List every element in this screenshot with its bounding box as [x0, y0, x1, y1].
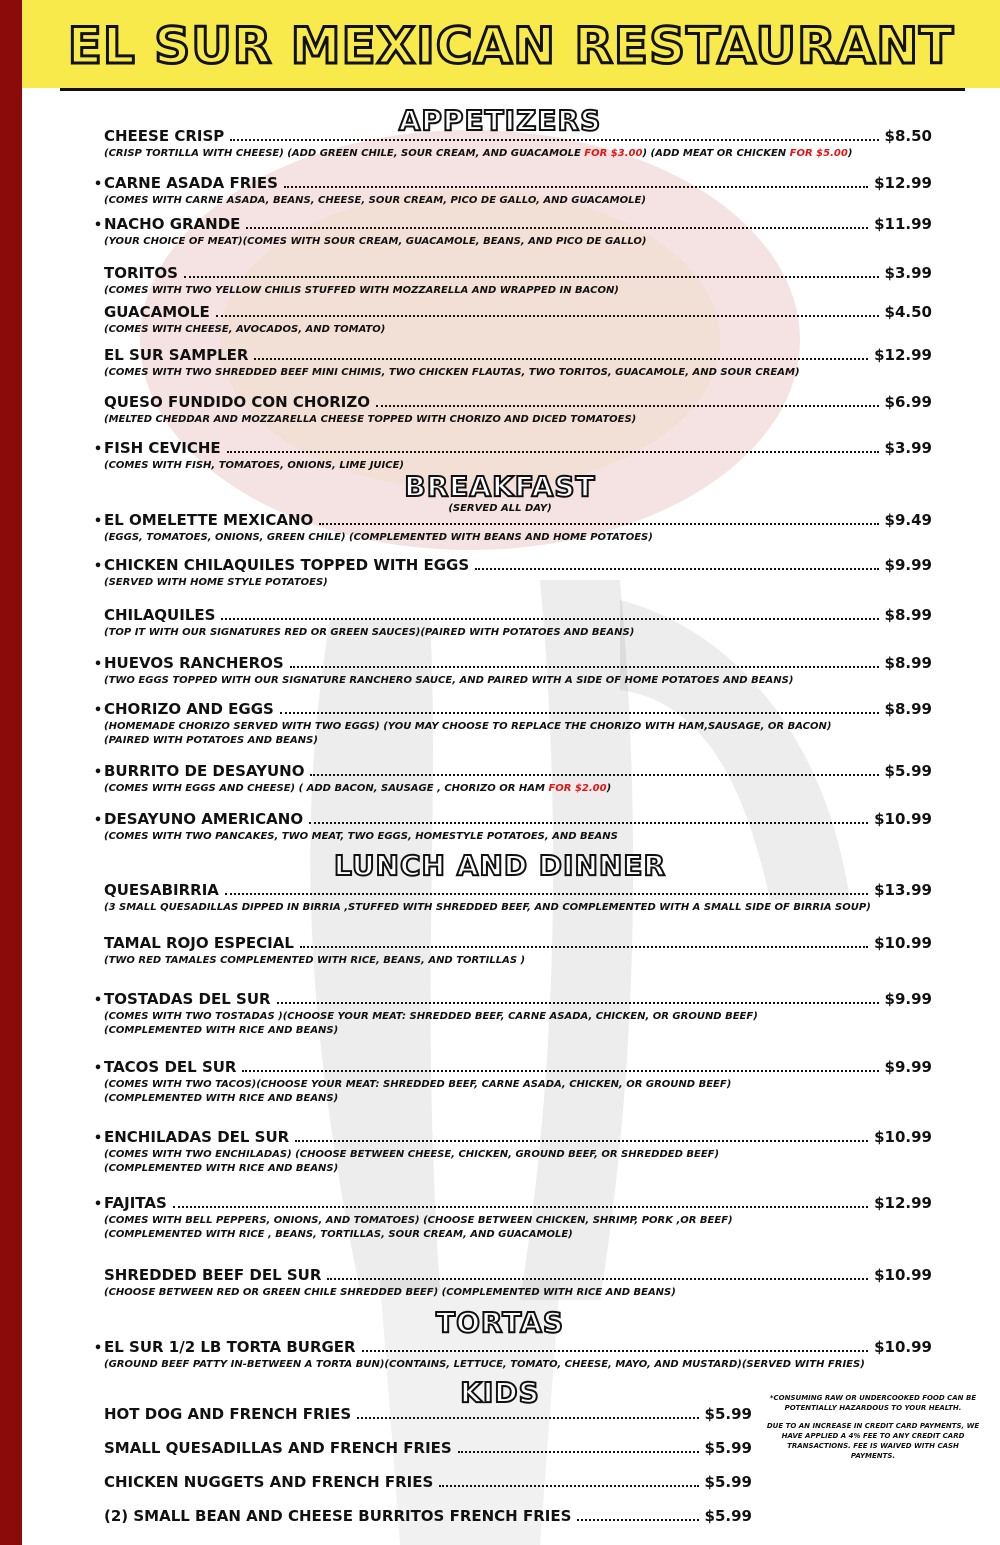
bullet-icon: •: [93, 1131, 103, 1146]
footnote: [766, 1393, 980, 1469]
dot-leader: [458, 1439, 699, 1453]
menu-item-line: [92, 1058, 932, 1078]
menu-item-line: [92, 303, 932, 323]
description-text: (YOUR CHOICE OF MEAT)(COMES WITH SOUR CREAM, GUACAMOLE, BEANS, AND PICO DE GALLO): [104, 236, 647, 247]
price-addon-highlight: FOR $3.00: [584, 148, 643, 159]
menu-item: [92, 556, 932, 590]
dot-leader: [277, 990, 879, 1004]
description-text: (COMPLEMENTED WITH RICE AND BEANS): [104, 1093, 339, 1104]
menu-item-name: CHICKEN CHILAQUILES TOPPED WITH EGGS: [104, 556, 470, 574]
menu-item-name: CHICKEN NUGGETS AND FRENCH FRIES: [104, 1473, 434, 1491]
dot-leader: [310, 762, 878, 776]
menu-item-price: $12.99: [874, 346, 932, 364]
menu-item-description: [104, 674, 932, 688]
dot-leader: [290, 654, 879, 668]
section-heading-appetizers: APPETIZERS: [398, 104, 602, 137]
menu-item: [92, 1128, 932, 1176]
description-text: (COMES WITH TWO PANCAKES, TWO MEAT, TWO EGGS, HOMESTYLE POTATOES, AND BEANS: [104, 831, 618, 842]
menu-item-description: [104, 576, 932, 590]
menu-item-line: [92, 1439, 752, 1459]
bullet-icon: •: [93, 657, 103, 672]
menu-item: [92, 934, 932, 968]
menu-item-description: [104, 1024, 932, 1038]
menu-item-description: [104, 734, 932, 748]
menu-item: [92, 1266, 932, 1300]
menu-item-name: SMALL QUESADILLAS AND FRENCH FRIES: [104, 1439, 452, 1457]
menu-item-price: $8.99: [884, 606, 932, 624]
dot-leader: [376, 393, 879, 407]
menu-item-price: $5.99: [704, 1507, 752, 1525]
menu-item-name: GUACAMOLE: [104, 303, 210, 321]
menu-item-price: $8.99: [884, 654, 932, 672]
menu-item: [92, 511, 932, 545]
description-text: (COMES WITH TWO SHREDDED BEEF MINI CHIMIS, TWO CHICKEN FLAUTAS, TWO TORITOS, GUACAMOLE, AND SOUR CREAM): [104, 367, 800, 378]
description-text: ) (ADD MEAT OR CHICKEN: [642, 148, 790, 159]
bullet-icon: •: [93, 1341, 103, 1356]
description-text: (COMES WITH TWO ENCHILADAS) (CHOOSE BETWEEN CHEESE, CHICKEN, GROUND BEEF, OR SHREDDED BEEF): [104, 1149, 720, 1160]
menu-item-description: [104, 413, 932, 427]
menu-item-line: [92, 439, 932, 459]
description-text: (TOP IT WITH OUR SIGNATURES RED OR GREEN SAUCES)(PAIRED WITH POTATOES AND BEANS): [104, 627, 635, 638]
menu-item-price: $10.99: [874, 934, 932, 952]
menu-item-name: CHEESE CRISP: [104, 127, 225, 145]
menu-item-line: [92, 990, 932, 1010]
breakfast-served-note: (SERVED ALL DAY): [448, 503, 552, 514]
section-heading-lunch-dinner: LUNCH AND DINNER: [333, 849, 667, 882]
menu-item: [92, 439, 932, 473]
menu-item-price: $10.99: [874, 810, 932, 828]
dot-leader: [475, 556, 878, 570]
menu-item: [92, 127, 932, 161]
menu-item-line: [92, 346, 932, 366]
bullet-icon: •: [93, 1197, 103, 1212]
menu-item-line: [92, 1194, 932, 1214]
menu-item-description: [104, 1358, 932, 1372]
menu-item-name: HUEVOS RANCHEROS: [104, 654, 284, 672]
description-text: (CHOOSE BETWEEN RED OR GREEN CHILE SHREDDED BEEF) (COMPLEMENTED WITH RICE AND BEANS): [104, 1287, 676, 1298]
menu-item: [92, 1507, 752, 1527]
menu-item-description: [104, 235, 932, 249]
menu-item-name: QUESO FUNDIDO CON CHORIZO: [104, 393, 371, 411]
menu-item-name: DESAYUNO AMERICANO: [104, 810, 304, 828]
menu-item-line: [92, 881, 932, 901]
description-text: (COMES WITH TWO TOSTADAS )(CHOOSE YOUR MEAT: SHREDDED BEEF, CARNE ASADA, CHICKEN, OR GROUND BEEF): [104, 1011, 758, 1022]
description-text: (SERVED WITH HOME STYLE POTATOES): [104, 577, 328, 588]
menu-item-price: $9.49: [884, 511, 932, 529]
menu-item-line: [92, 393, 932, 413]
menu-item: [92, 1338, 932, 1372]
menu-item-description: [104, 1214, 932, 1228]
menu-item: [92, 810, 932, 844]
menu-item-price: $3.99: [884, 439, 932, 457]
description-text: (COMPLEMENTED WITH RICE , BEANS, TORTILLAS, SOUR CREAM, AND GUACAMOLE): [104, 1229, 573, 1240]
menu-item-description: [104, 531, 932, 545]
menu-item: [92, 346, 932, 380]
menu-item-description: [104, 147, 932, 161]
dot-leader: [221, 606, 878, 620]
menu-item-price: $13.99: [874, 881, 932, 899]
dot-leader: [327, 1266, 868, 1280]
menu-item-line: [92, 127, 932, 147]
menu-item-name: SHREDDED BEEF DEL SUR: [104, 1266, 322, 1284]
menu-item-description: [104, 830, 932, 844]
menu-item-line: [92, 654, 932, 674]
menu-item: [92, 990, 932, 1038]
menu-item-line: [92, 1473, 752, 1493]
menu-item-price: $10.99: [874, 1266, 932, 1284]
menu-item-description: [104, 194, 932, 208]
menu-item-line: [92, 511, 932, 531]
menu-item-price: $11.99: [874, 215, 932, 233]
description-text: (COMES WITH CARNE ASADA, BEANS, CHEESE, SOUR CREAM, PICO DE GALLO, AND GUACAMOLE): [104, 195, 646, 206]
menu-item-line: [92, 1405, 752, 1425]
description-text: (COMES WITH EGGS AND CHEESE) ( ADD BACON, SAUSAGE , CHORIZO OR HAM: [104, 783, 549, 794]
menu-item-line: [92, 556, 932, 576]
bullet-icon: •: [93, 559, 103, 574]
menu-item-description: [104, 1148, 932, 1162]
menu-item-name: TOSTADAS DEL SUR: [104, 990, 271, 1008]
dot-leader: [319, 511, 878, 525]
dot-leader: [362, 1338, 869, 1352]
section-heading-kids: KIDS: [460, 1376, 540, 1409]
bullet-icon: •: [93, 177, 103, 192]
menu-item-name: EL SUR SAMPLER: [104, 346, 249, 364]
menu-item-name: (2) SMALL BEAN AND CHEESE BURRITOS FRENCH FRIES: [104, 1507, 572, 1525]
menu-item-line: [92, 1507, 752, 1527]
menu-item-line: [92, 1266, 932, 1286]
description-text: ): [606, 783, 612, 794]
menu-item-description: [104, 720, 932, 734]
bullet-icon: •: [93, 1061, 103, 1076]
bullet-icon: •: [93, 993, 103, 1008]
menu-item-description: [104, 459, 932, 473]
description-text: (EGGS, TOMATOES, ONIONS, GREEN CHILE) (COMPLEMENTED WITH BEANS AND HOME POTATOES): [104, 532, 653, 543]
menu-item-price: $8.99: [884, 700, 932, 718]
menu-item-name: CHILAQUILES: [104, 606, 216, 624]
menu-item-price: $12.99: [874, 1194, 932, 1212]
dot-leader: [295, 1128, 868, 1142]
dot-leader: [246, 215, 868, 229]
menu-item-name: QUESABIRRIA: [104, 881, 219, 899]
bullet-icon: •: [93, 514, 103, 529]
menu-item-price: $10.99: [874, 1338, 932, 1356]
menu-item: [92, 762, 932, 796]
menu-item-line: [92, 934, 932, 954]
description-text: (HOMEMADE CHORIZO SERVED WITH TWO EGGS) (YOU MAY CHOOSE TO REPLACE THE CHORIZO WITH HAM,SAUSAGE, OR BACON): [104, 721, 832, 732]
description-text: (COMES WITH FISH, TOMATOES, ONIONS, LIME JUICE): [104, 460, 404, 471]
menu-item-description: [104, 284, 932, 298]
menu-item: [92, 1058, 932, 1106]
menu-item-name: TACOS DEL SUR: [104, 1058, 237, 1076]
menu-item-price: $9.99: [884, 1058, 932, 1076]
menu-item: [92, 654, 932, 688]
description-text: (COMPLEMENTED WITH RICE AND BEANS): [104, 1163, 339, 1174]
menu-item: [92, 606, 932, 640]
dot-leader: [216, 303, 879, 317]
dot-leader: [284, 174, 868, 188]
description-text: (TWO RED TAMALES COMPLEMENTED WITH RICE, BEANS, AND TORTILLAS ): [104, 955, 526, 966]
menu-item-name: TAMAL ROJO ESPECIAL: [104, 934, 294, 952]
dot-leader: [225, 881, 868, 895]
menu-item-price: $6.99: [884, 393, 932, 411]
dot-leader: [309, 810, 868, 824]
menu-item-price: $5.99: [704, 1439, 752, 1457]
restaurant-title: EL SUR MEXICAN RESTAURANT: [67, 17, 955, 75]
menu-item-line: [92, 174, 932, 194]
menu-item-description: [104, 1078, 932, 1092]
health-warning: *CONSUMING RAW OR UNDERCOOKED FOOD CAN BE POTENTIALLY HAZARDOUS TO YOUR HEALTH.: [769, 1394, 977, 1412]
dot-leader: [357, 1405, 698, 1419]
menu-item-line: [92, 762, 932, 782]
description-text: ): [847, 148, 853, 159]
description-text: (COMES WITH CHEESE, AVOCADOS, AND TOMATO): [104, 324, 386, 335]
menu-item-name: FISH CEVICHE: [104, 439, 221, 457]
menu-item-name: ENCHILADAS DEL SUR: [104, 1128, 290, 1146]
section-heading-breakfast: BREAKFAST: [404, 470, 596, 503]
menu-item-description: [104, 323, 932, 337]
dot-leader: [300, 934, 868, 948]
description-text: (GROUND BEEF PATTY IN-BETWEEN A TORTA BUN)(CONTAINS, LETTUCE, TOMATO, CHEESE, MAYO, AND MUSTARD)(SERVED WITH FRIES): [104, 1359, 865, 1370]
price-addon-highlight: FOR $2.00: [548, 783, 607, 794]
bullet-icon: •: [93, 765, 103, 780]
description-text: (3 SMALL QUESADILLAS DIPPED IN BIRRIA ,STUFFED WITH SHREDDED BEEF, AND COMPLEMENTED WITH A SMALL SIDE OF BIRRIA SOUP): [104, 902, 871, 913]
menu-item-description: [104, 954, 932, 968]
menu-item-name: NACHO GRANDE: [104, 215, 241, 233]
menu-item-line: [92, 606, 932, 626]
menu-item-price: $4.50: [884, 303, 932, 321]
menu-item-description: [104, 1228, 932, 1242]
bullet-icon: •: [93, 813, 103, 828]
description-text: (PAIRED WITH POTATOES AND BEANS): [104, 735, 318, 746]
menu-item: [92, 264, 932, 298]
menu-item-line: [92, 1128, 932, 1148]
dot-leader: [227, 439, 879, 453]
menu-item-name: FAJITAS: [104, 1194, 167, 1212]
description-text: (TWO EGGS TOPPED WITH OUR SIGNATURE RANCHERO SAUCE, AND PAIRED WITH A SIDE OF HOME POTATOES AND BEANS): [104, 675, 794, 686]
menu-item-line: [92, 810, 932, 830]
description-text: (COMES WITH TWO YELLOW CHILIS STUFFED WITH MOZZARELLA AND WRAPPED IN BACON): [104, 285, 619, 296]
section-heading-tortas: TORTAS: [436, 1306, 564, 1339]
menu-item-name: CARNE ASADA FRIES: [104, 174, 278, 192]
menu-item: [92, 1194, 932, 1242]
dot-leader: [254, 346, 868, 360]
menu-item-line: [92, 700, 932, 720]
menu-item-price: $5.99: [704, 1473, 752, 1491]
menu-item-description: [104, 1010, 932, 1024]
bullet-icon: •: [93, 442, 103, 457]
dot-leader: [577, 1507, 698, 1521]
menu-item-price: $5.99: [704, 1405, 752, 1423]
price-addon-highlight: FOR $5.00: [789, 148, 848, 159]
menu-item-line: [92, 215, 932, 235]
dot-leader: [439, 1473, 698, 1487]
menu-item-name: EL SUR 1/2 LB TORTA BURGER: [104, 1338, 356, 1356]
menu-item: [92, 1405, 752, 1425]
dot-leader: [242, 1058, 878, 1072]
menu-item-description: [104, 782, 932, 796]
description-text: (COMES WITH TWO TACOS)(CHOOSE YOUR MEAT: SHREDDED BEEF, CARNE ASADA, CHICKEN, OR GROUND BEEF): [104, 1079, 732, 1090]
menu-item-price: $9.99: [884, 990, 932, 1008]
dot-leader: [280, 700, 879, 714]
description-text: (COMPLEMENTED WITH RICE AND BEANS): [104, 1025, 339, 1036]
dot-leader: [173, 1194, 868, 1208]
menu-item-price: $5.99: [884, 762, 932, 780]
menu-item-name: HOT DOG AND FRENCH FRIES: [104, 1405, 352, 1423]
menu-item-price: $10.99: [874, 1128, 932, 1146]
bullet-icon: •: [93, 218, 103, 233]
menu-item-description: [104, 1286, 932, 1300]
menu-item: [92, 174, 932, 208]
credit-card-fee-note: DUE TO AN INCREASE IN CREDIT CARD PAYMENTS, WE HAVE APPLIED A 4% FEE TO ANY CREDIT CARD TRANSACTIONS. FEE IS WAIVED WITH CASH PAYMENTS.: [766, 1422, 980, 1460]
menu-item-line: [92, 1338, 932, 1358]
menu-item-name: TORITOS: [104, 264, 178, 282]
menu-item-price: $9.99: [884, 556, 932, 574]
menu-item-description: [104, 366, 932, 380]
menu-item-description: [104, 901, 932, 915]
dot-leader: [230, 127, 878, 141]
menu-item-line: [92, 264, 932, 284]
dot-leader: [184, 264, 879, 278]
menu-item-price: $3.99: [884, 264, 932, 282]
menu-item-name: EL OMELETTE MEXICANO: [104, 511, 314, 529]
menu-item: [92, 1473, 752, 1493]
menu-item: [92, 700, 932, 748]
menu-item-name: BURRITO DE DESAYUNO: [104, 762, 305, 780]
menu-item: [92, 215, 932, 249]
description-text: (MELTED CHEDDAR AND MOZZARELLA CHEESE TOPPED WITH CHORIZO AND DICED TOMATOES): [104, 414, 637, 425]
menu-item-description: [104, 1092, 932, 1106]
menu-item-description: [104, 1162, 932, 1176]
menu-item: [92, 1439, 752, 1459]
menu-item: [92, 303, 932, 337]
menu-item: [92, 881, 932, 915]
menu-item-description: [104, 626, 932, 640]
menu-item: [92, 393, 932, 427]
description-text: (COMES WITH BELL PEPPERS, ONIONS, AND TOMATOES) (CHOOSE BETWEEN CHICKEN, SHRIMP, PORK ,OR BEEF): [104, 1215, 733, 1226]
description-text: (CRISP TORTILLA WITH CHEESE) (ADD GREEN CHILE, SOUR CREAM, AND GUACAMOLE: [104, 148, 585, 159]
menu-item-price: $12.99: [874, 174, 932, 192]
menu-item-price: $8.50: [884, 127, 932, 145]
bullet-icon: •: [93, 703, 103, 718]
menu-item-name: CHORIZO AND EGGS: [104, 700, 274, 718]
